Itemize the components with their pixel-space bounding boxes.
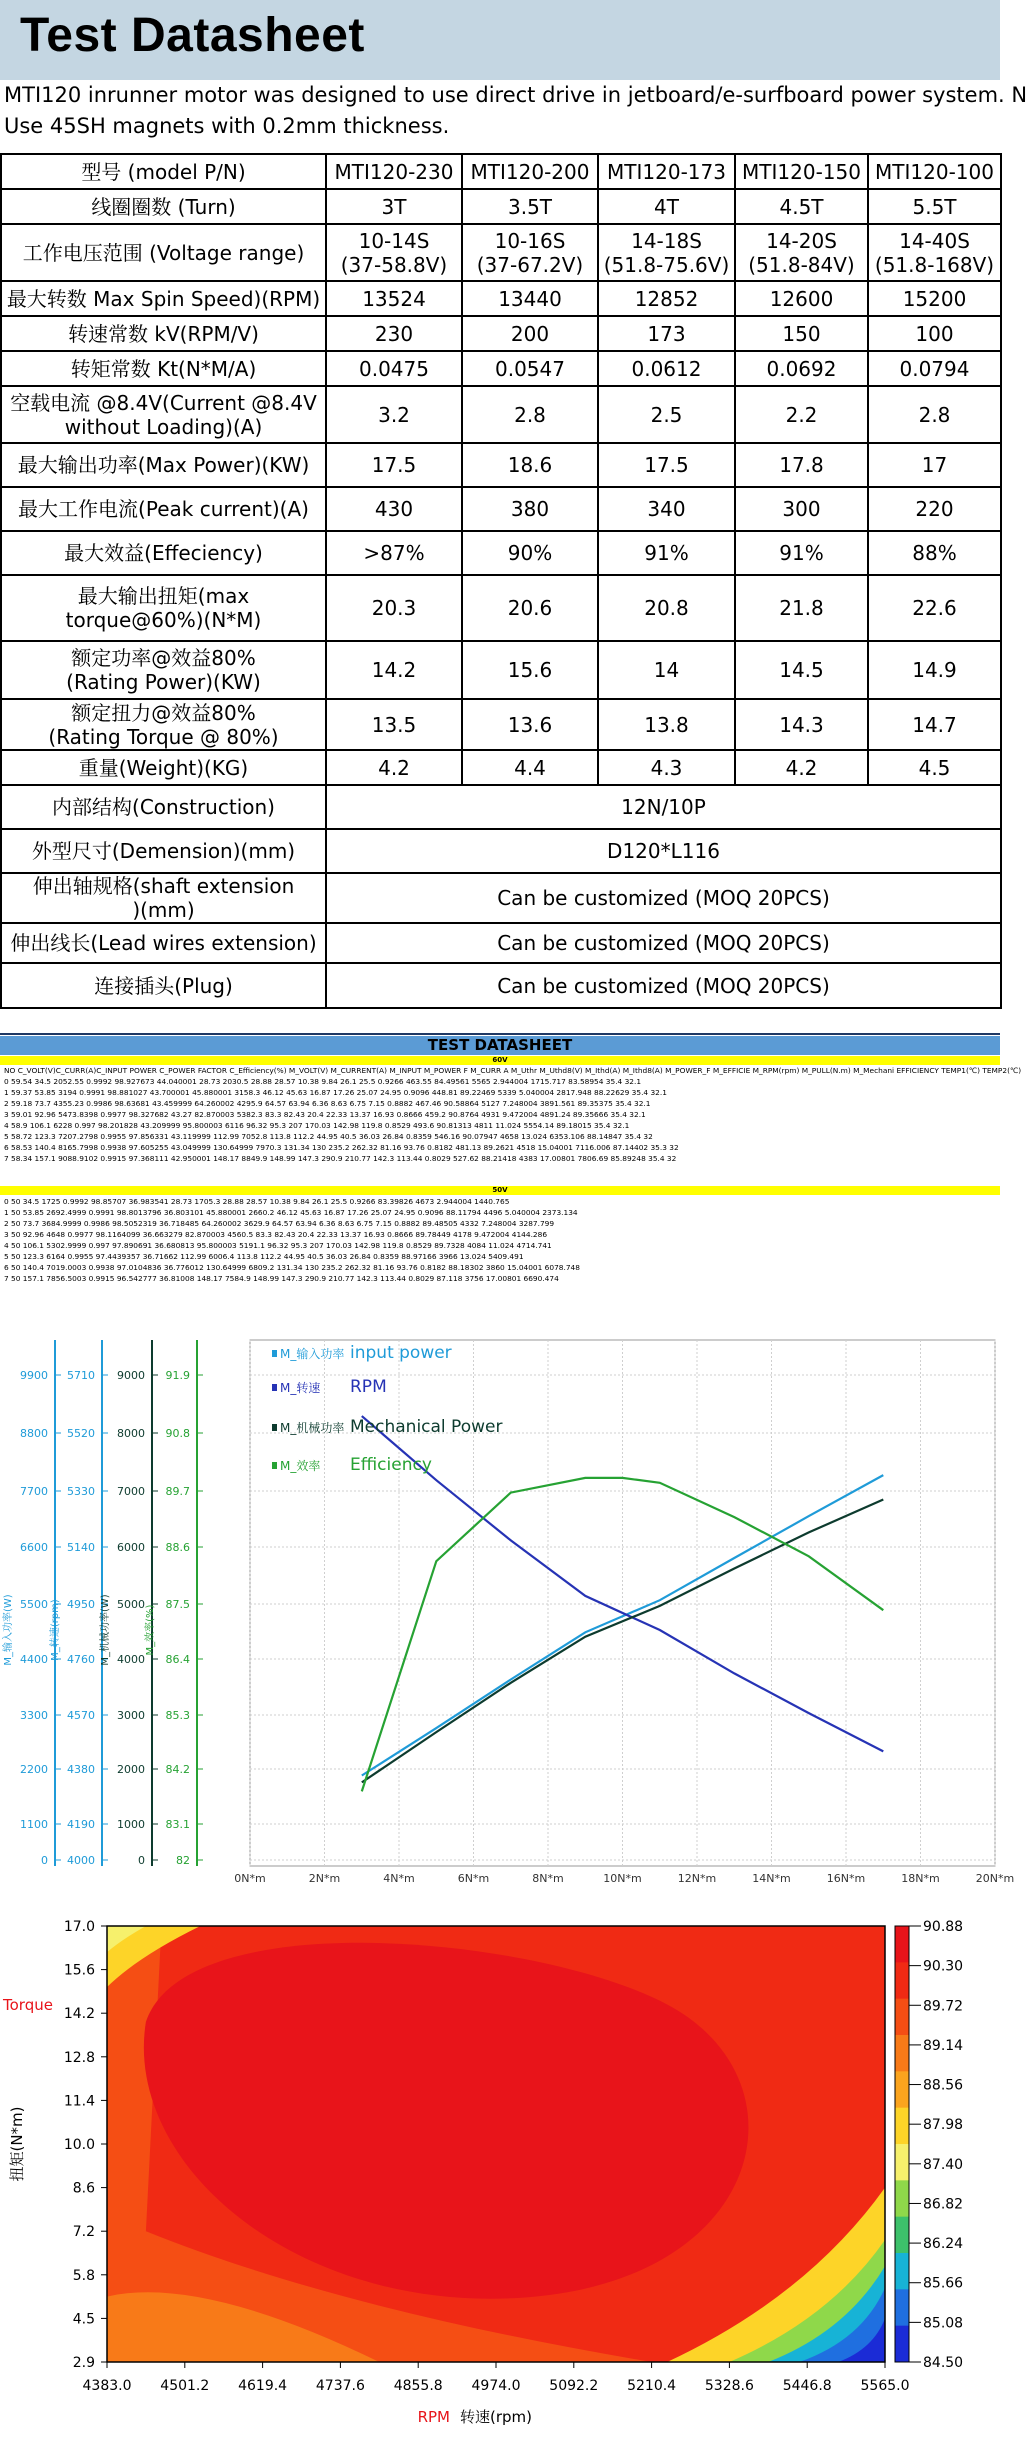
spec-value-cell: 2.2 [735,386,868,443]
spec-value-cell: 22.6 [868,575,1001,641]
y-axis-title: M_效率(%) [145,1604,156,1656]
x-tick-label: 5446.8 [782,2378,832,2394]
spec-value-cell: 15200 [868,281,1001,316]
y-tick-label: 5.8 [72,2267,95,2284]
y-tick-label: 4000 [117,1653,145,1666]
y-tick-label: 5520 [67,1427,95,1440]
spec-value-cell: 12600 [735,281,868,316]
spec-value-cell: 300 [735,487,868,531]
x-tick-label: 12N*m [677,1872,717,1885]
y-tick-label: 5710 [67,1369,95,1382]
spec-row-label: 额定扭力@效益80% (Rating Torque @ 80%) [1,699,326,750]
y-tick-label: 12.8 [63,2049,95,2066]
spec-value-cell: 10-14S (37-58.8V) [326,224,462,281]
y-axis-title: M_机械功率(W) [100,1594,111,1666]
y-tick-label: 8800 [20,1427,48,1440]
spec-value-cell: 0.0475 [326,351,462,386]
spec-header-row [1,154,1001,189]
spec-row-label: 连接插头(Plug) [1,963,326,1008]
spec-row [1,224,1001,281]
spec-value-cell: 20.3 [326,575,462,641]
model-name-cell: MTI120-230 [326,154,462,189]
test-data-row: 7 50 157.1 7856.5003 0.9915 96.542777 36.81008 148.17 7584.9 148.99 147.3 290.9 210.77 142.3 113.44 0.8029 87.118 3756 17.00801 6690.474 [4,1274,559,1283]
legend-label-cn: M_效率 [280,1459,321,1473]
performance-chart [0,1330,1015,1890]
efficiency-map-svg [0,1910,1000,2436]
model-name-cell: MTI120-173 [598,154,735,189]
y-tick-label: 1000 [117,1818,145,1831]
y-tick-label: 9000 [117,1369,145,1382]
spec-row [1,641,1001,699]
spec-row-label: 空载电流 @8.4V(Current @8.4V without Loading)(A) [1,386,326,443]
colorbar-segment [895,2289,909,2326]
spec-value-cell: 2.8 [462,386,598,443]
y-tick-label: 6000 [117,1541,145,1554]
y-axis-title-en: Torque [3,1996,53,2014]
spec-value-cell: 13440 [462,281,598,316]
spec-value-cell: 3.2 [326,386,462,443]
spec-merged-row [1,963,1001,1008]
y-tick-label: 87.5 [165,1598,190,1611]
spec-value-cell: 18.6 [462,443,598,487]
spec-value-cell: 12852 [598,281,735,316]
spec-row-label: 伸出线长(Lead wires extension) [1,923,326,963]
spec-row-label: 型号 (model P/N) [1,154,326,189]
y-tick-label: 4190 [67,1818,95,1831]
spec-row [1,487,1001,531]
colorbar-label: 90.88 [923,1919,964,1935]
spec-merged-row [1,829,1001,873]
y-tick-label: 3000 [117,1709,145,1722]
test-datasheet [0,1033,1022,1323]
legend-label-cn: M_机械功率 [280,1421,345,1435]
heatmap-body [107,1926,885,2362]
y-tick-label: 1100 [20,1818,48,1831]
legend-label-en: input power [350,1343,452,1363]
spec-merged-row [1,785,1001,829]
spec-value-cell: 15.6 [462,641,598,699]
spec-row-label: 最大输出扭矩(max torque@60%)(N*M) [1,575,326,641]
spec-value-cell: 14 [598,641,735,699]
legend-label-en: Efficiency [350,1455,432,1475]
legend-swatch [272,1350,277,1357]
model-name-cell: MTI120-100 [868,154,1001,189]
x-tick-label: 4501.2 [160,2378,210,2394]
x-tick-label: 2N*m [308,1872,341,1885]
spec-row-label: 额定功率@效益80% (Rating Power)(KW) [1,641,326,699]
legend-swatch [272,1462,277,1469]
test-data-row: 4 50 106.1 5302.9999 0.997 97.890691 36.680813 95.800003 5191.1 96.32 95.3 207 170.03 142.98 119.8 0.8529 89.7328 4084 11.024 4714.741 [4,1241,552,1250]
spec-merged-value: 12N/10P [326,785,1001,829]
y-tick-label: 86.4 [165,1653,190,1666]
spec-value-cell: 150 [735,316,868,351]
y-axis-title: M_输入功率(W) [3,1594,14,1666]
spec-row-label: 转速常数 kV(RPM/V) [1,316,326,351]
spec-row [1,316,1001,351]
spec-value-cell: 0.0692 [735,351,868,386]
spec-row-label: 内部结构(Construction) [1,785,326,829]
colorbar-segment [895,2144,909,2181]
legend-label-en: Mechanical Power [350,1417,503,1437]
y-tick-label: 83.1 [165,1818,190,1831]
test-data-row: 1 50 53.85 2692.4999 0.9991 98.8013796 36.803101 45.880001 2660.2 46.12 45.63 16.87 17.26 25.07 24.95 0.9096 88.11794 4496 5.040004 2373.134 [4,1208,578,1217]
colorbar-label: 85.08 [923,2315,964,2332]
spec-row-label: 伸出轴规格(shaft extension )(mm) [1,873,326,923]
spec-row [1,386,1001,443]
test-data-row: 3 50 92.96 4648 0.9977 98.1164099 36.663279 82.870003 4560.5 83.3 82.43 20.4 22.33 13.37 16.93 0.8666 89.78449 4178 9.472004 4144.286 [4,1230,548,1239]
spec-row-label: 最大工作电流(Peak current)(A) [1,487,326,531]
y-tick-label: 3300 [20,1709,48,1722]
y-tick-label: 4400 [20,1653,48,1666]
spec-value-cell: 14.2 [326,641,462,699]
colorbar-segment [895,2217,909,2254]
spec-merged-value: Can be customized (MOQ 20PCS) [326,963,1001,1008]
spec-merged-value: Can be customized (MOQ 20PCS) [326,873,1001,923]
spec-value-cell: 14-18S (51.8-75.6V) [598,224,735,281]
header-bar [0,0,1000,80]
spec-value-cell: 17.5 [326,443,462,487]
spec-value-cell: 4.2 [735,750,868,785]
spec-value-cell: 3.5T [462,189,598,224]
test-data-row: 6 58.53 140.4 8165.7998 0.9938 97.605255 43.049999 130.64999 7970.3 131.34 130 235.2 262.32 81.16 93.76 0.8182 481.13 89.2621 4518 15.04001 7116.006 87.14402 35.3 32 [4,1143,679,1152]
test-data-row: 2 59.18 73.7 4355.23 0.9986 98.63681 43.459999 64.260002 4295.9 64.57 63.94 6.36 8.63 6.75 7.15 0.8882 467.46 90.58864 5127 7.248004 3891.561 89.35375 35.4 32.1 [4,1099,651,1108]
test-datasheet-header: NO C_VOLT(V)C_CURR(A)C_INPUT POWER C_POWER FACTOR C_Efficiency(%) M_VOLT(V) M_CURRENT(A) M_INPUT M_POWER F M_CURR A M_Uthr M_Uthd8(V) M_Ithd(A) M_Ithd8(A) M_POWER_F M_EFFICIE M_RPM(rpm) M_PULL(N.m) M_Mechani EFFICIENCY TEMP1(℃) TEMP2(℃) [4,1066,1022,1075]
y-axis-title: M_转速(rpm) [50,1599,61,1661]
spec-value-cell: 173 [598,316,735,351]
spec-value-cell: 17.8 [735,443,868,487]
y-tick-label: 2000 [117,1763,145,1776]
y-tick-label: 4.5 [72,2311,95,2328]
spec-value-cell: 430 [326,487,462,531]
x-tick-label: 10N*m [603,1872,642,1885]
page-title: Test Datasheet [20,9,365,62]
y-tick-label: 17.0 [63,1919,95,1935]
spec-value-cell: 13524 [326,281,462,316]
y-tick-label: 7.2 [72,2224,95,2241]
spec-value-cell: 10-16S (37-67.2V) [462,224,598,281]
spec-value-cell: 13.6 [462,699,598,750]
model-name-cell: MTI120-200 [462,154,598,189]
y-tick-label: 15.6 [63,1962,95,1979]
spec-row-label: 工作电压范围 (Voltage range) [1,224,326,281]
spec-row-label: 最大输出功率(Max Power)(KW) [1,443,326,487]
model-name-cell: MTI120-150 [735,154,868,189]
colorbar-segment [895,2071,909,2108]
y-tick-label: 2200 [20,1763,48,1776]
spec-value-cell: 20.8 [598,575,735,641]
y-tick-label: 88.6 [165,1541,190,1554]
spec-table [0,153,1002,1009]
colorbar-label: 90.30 [923,1958,964,1975]
y-tick-label: 5500 [20,1598,48,1611]
x-tick-label: 5210.4 [627,2378,677,2394]
y-tick-label: 8000 [117,1427,145,1440]
legend-swatch [272,1424,277,1431]
colorbar-label: 89.14 [923,2037,964,2054]
spec-row [1,575,1001,641]
y-tick-label: 85.3 [165,1709,190,1722]
y-tick-label: 14.2 [63,2006,95,2023]
y-tick-label: 4380 [67,1763,95,1776]
spec-row [1,189,1001,224]
spec-value-cell: 20.6 [462,575,598,641]
spec-merged-value: D120*L116 [326,829,1001,873]
spec-row [1,699,1001,750]
y-tick-label: 5330 [67,1485,95,1498]
x-tick-label: 4974.0 [471,2378,521,2394]
spec-value-cell: 0.0612 [598,351,735,386]
test-data-row: 2 50 73.7 3684.9999 0.9986 98.5052319 36.718485 64.260002 3629.9 64.57 63.94 6.36 8.63 6.75 7.15 0.8882 89.48505 4332 7.248004 3287.799 [4,1219,555,1228]
spec-value-cell: 14.3 [735,699,868,750]
spec-value-cell: 3T [326,189,462,224]
spec-row-label: 转矩常数 Kt(N*M/A) [1,351,326,386]
spec-value-cell: 14.7 [868,699,1001,750]
spec-value-cell: 380 [462,487,598,531]
y-tick-label: 6600 [20,1541,48,1554]
spec-value-cell: 340 [598,487,735,531]
spec-value-cell: 14.9 [868,641,1001,699]
spec-row [1,531,1001,575]
spec-merged-row [1,923,1001,963]
x-axis-title-en: RPM [417,2408,450,2426]
spec-row [1,351,1001,386]
colorbar-segment [895,1999,909,2036]
legend-label-cn: M_转速 [280,1381,321,1395]
x-tick-label: 4N*m [383,1872,415,1885]
spec-value-cell: >87% [326,531,462,575]
spec-value-cell: 17 [868,443,1001,487]
colorbar-segment [895,2108,909,2145]
y-tick-label: 7700 [20,1485,48,1498]
y-tick-label: 4950 [67,1598,95,1611]
intro-line-1: MTI120 inrunner motor was designed to use direct drive in jetboard/e-surfboard power system. N [4,83,1027,107]
section-50v-label: 50V [0,1186,1000,1195]
y-tick-label: 5000 [117,1598,145,1611]
test-data-row: 0 50 34.5 1725 0.9992 98.85707 36.983541 28.73 1705.3 28.88 28.57 10.38 9.84 26.1 25.5 0.9266 83.39826 4673 2.944004 1440.765 [4,1197,510,1206]
test-data-row: 6 50 140.4 7019.0003 0.9938 97.0104836 36.776012 130.64999 6809.2 131.34 130 235.2 262.32 81.16 93.76 0.8182 88.18302 3860 15.04001 6078.748 [4,1263,580,1272]
spec-value-cell: 14-20S (51.8-84V) [735,224,868,281]
colorbar-label: 84.50 [923,2355,964,2371]
spec-value-cell: 230 [326,316,462,351]
x-tick-label: 4383.0 [82,2378,132,2394]
spec-value-cell: 91% [598,531,735,575]
legend-label-en: RPM [350,1377,387,1397]
spec-value-cell: 88% [868,531,1001,575]
y-tick-label: 0 [138,1854,145,1867]
colorbar-label: 87.98 [923,2117,964,2134]
x-tick-label: 14N*m [752,1872,791,1885]
y-tick-label: 8.6 [72,2180,95,2197]
test-data-row: 4 58.9 106.1 6228 0.997 98.201828 43.209999 95.800003 6116 96.32 95.3 207 170.03 142.98 119.8 0.8529 493.6 90.81313 4811 11.024 5554.14 89.18015 35.4 32.1 [4,1121,630,1130]
x-tick-label: 5328.6 [704,2378,754,2394]
spec-value-cell: 4.4 [462,750,598,785]
x-axis-title: 转速(rpm) [460,2408,533,2426]
y-tick-label: 10.0 [63,2137,95,2153]
spec-value-cell: 91% [735,531,868,575]
x-tick-label: 0N*m [234,1872,266,1885]
spec-value-cell: 2.8 [868,386,1001,443]
y-tick-label: 4760 [67,1653,95,1666]
spec-value-cell: 4.5T [735,189,868,224]
spec-row [1,281,1001,316]
colorbar-label: 86.82 [923,2196,964,2213]
spec-value-cell: 14.5 [735,641,868,699]
spec-value-cell: 220 [868,487,1001,531]
spec-value-cell: 4T [598,189,735,224]
colorbar-segment [895,2253,909,2290]
y-tick-label: 84.2 [165,1763,190,1776]
efficiency-map [0,1910,1000,2436]
spec-value-cell: 0.0794 [868,351,1001,386]
colorbar-label: 86.24 [923,2236,964,2253]
y-tick-label: 4000 [67,1854,95,1867]
x-tick-label: 18N*m [901,1872,940,1885]
spec-value-cell: 100 [868,316,1001,351]
y-tick-label: 2.9 [72,2355,95,2371]
colorbar-label: 85.66 [923,2275,964,2292]
y-tick-label: 89.7 [165,1485,190,1498]
spec-value-cell: 5.5T [868,189,1001,224]
x-tick-label: 20N*m [975,1872,1015,1885]
spec-value-cell: 200 [462,316,598,351]
y-tick-label: 5140 [67,1541,95,1554]
colorbar-segment [895,2035,909,2072]
spec-value-cell: 4.5 [868,750,1001,785]
intro-line-2: Use 45SH magnets with 0.2mm thickness. [4,114,450,138]
y-tick-label: 91.9 [165,1369,190,1382]
test-data-row: 0 59.54 34.5 2052.55 0.9992 98.927673 44.040001 28.73 2030.5 28.88 28.57 10.38 9.84 26.1 25.5 0.9266 463.55 84.49561 5565 2.944004 1715.717 83.58954 35.4 32.1 [4,1077,642,1086]
spec-row-label: 重量(Weight)(KG) [1,750,326,785]
spec-row [1,443,1001,487]
colorbar-segment [895,1962,909,1999]
spec-merged-row [1,873,1001,923]
spec-value-cell: 13.8 [598,699,735,750]
spec-value-cell: 17.5 [598,443,735,487]
spec-value-cell: 4.3 [598,750,735,785]
spec-value-cell: 4.2 [326,750,462,785]
x-tick-label: 5092.2 [549,2378,599,2394]
y-tick-label: 90.8 [165,1427,190,1440]
test-data-row: 1 59.37 53.85 3194 0.9991 98.881027 43.700001 45.880001 3158.3 46.12 45.63 16.87 17.26 25.07 24.95 0.9096 448.81 89.22469 5339 5.040004 2817.948 88.22629 35.4 32.1 [4,1088,667,1097]
performance-chart-svg [0,1330,1015,1890]
spec-value-cell: 13.5 [326,699,462,750]
legend-swatch [272,1384,277,1391]
colorbar-label: 89.72 [923,1998,964,2015]
spec-row-label: 线圈圈数 (Turn) [1,189,326,224]
y-tick-label: 7000 [117,1485,145,1498]
section-60v-label: 60V [0,1056,1000,1065]
test-data-row: 3 59.01 92.96 5473.8398 0.9977 98.327682 43.27 82.870003 5382.3 83.3 82.43 20.4 22.33 13.37 16.93 0.8666 459.2 90.8764 4931 9.472004 4891.24 89.35666 35.4 32.1 [4,1110,646,1119]
y-axis-title: 扭矩(N*m) [8,2106,26,2182]
y-tick-label: 9900 [20,1369,48,1382]
y-tick-label: 0 [41,1854,48,1867]
spec-row-label: 外型尺寸(Demension)(mm) [1,829,326,873]
spec-row-label: 最大效益(Effeciency) [1,531,326,575]
colorbar-label: 87.40 [923,2156,964,2173]
colorbar-segment [895,2180,909,2217]
colorbar-segment [895,2326,909,2363]
test-data-row: 5 58.72 123.3 7207.2798 0.9955 97.856331 43.119999 112.99 7052.8 113.8 112.2 44.95 40.5 36.03 26.84 0.8359 546.16 90.07947 4658 13.024 6353.106 88.14847 35.4 32 [4,1132,653,1141]
spec-row-label: 最大转数 Max Spin Speed)(RPM) [1,281,326,316]
x-tick-label: 4737.6 [315,2378,365,2394]
spec-value-cell: 14-40S (51.8-168V) [868,224,1001,281]
x-tick-label: 6N*m [457,1872,490,1885]
x-tick-label: 4855.8 [393,2378,443,2394]
y-tick-label: 11.4 [63,2093,95,2110]
x-tick-label: 4619.4 [238,2378,288,2394]
colorbar-label: 88.56 [923,2077,964,2094]
x-tick-label: 5565.0 [860,2378,910,2394]
test-datasheet-title: TEST DATASHEET [0,1036,1000,1055]
spec-value-cell: 0.0547 [462,351,598,386]
spec-value-cell: 2.5 [598,386,735,443]
test-data-row: 5 50 123.3 6164 0.9955 97.4439357 36.71662 112.99 6006.4 113.8 112.2 44.95 40.5 36.03 26.84 0.8359 88.97166 3966 13.024 5409.491 [4,1252,524,1261]
intro-text [4,80,1027,150]
x-tick-label: 16N*m [826,1872,866,1885]
spec-value-cell: 90% [462,531,598,575]
y-tick-label: 82 [176,1854,190,1867]
spec-value-cell: 21.8 [735,575,868,641]
legend-label-cn: M_输入功率 [280,1347,345,1361]
colorbar-segment [895,1926,909,1963]
test-data-row: 7 58.34 157.1 9088.9102 0.9915 97.368111 42.950001 148.17 8849.9 148.99 147.3 290.9 210.77 142.3 113.44 0.8029 527.62 88.21418 4383 17.00801 7806.69 85.89248 35.4 32 [4,1154,677,1163]
spec-merged-value: Can be customized (MOQ 20PCS) [326,923,1001,963]
y-tick-label: 4570 [67,1709,95,1722]
spec-row [1,750,1001,785]
x-tick-label: 8N*m [532,1872,564,1885]
